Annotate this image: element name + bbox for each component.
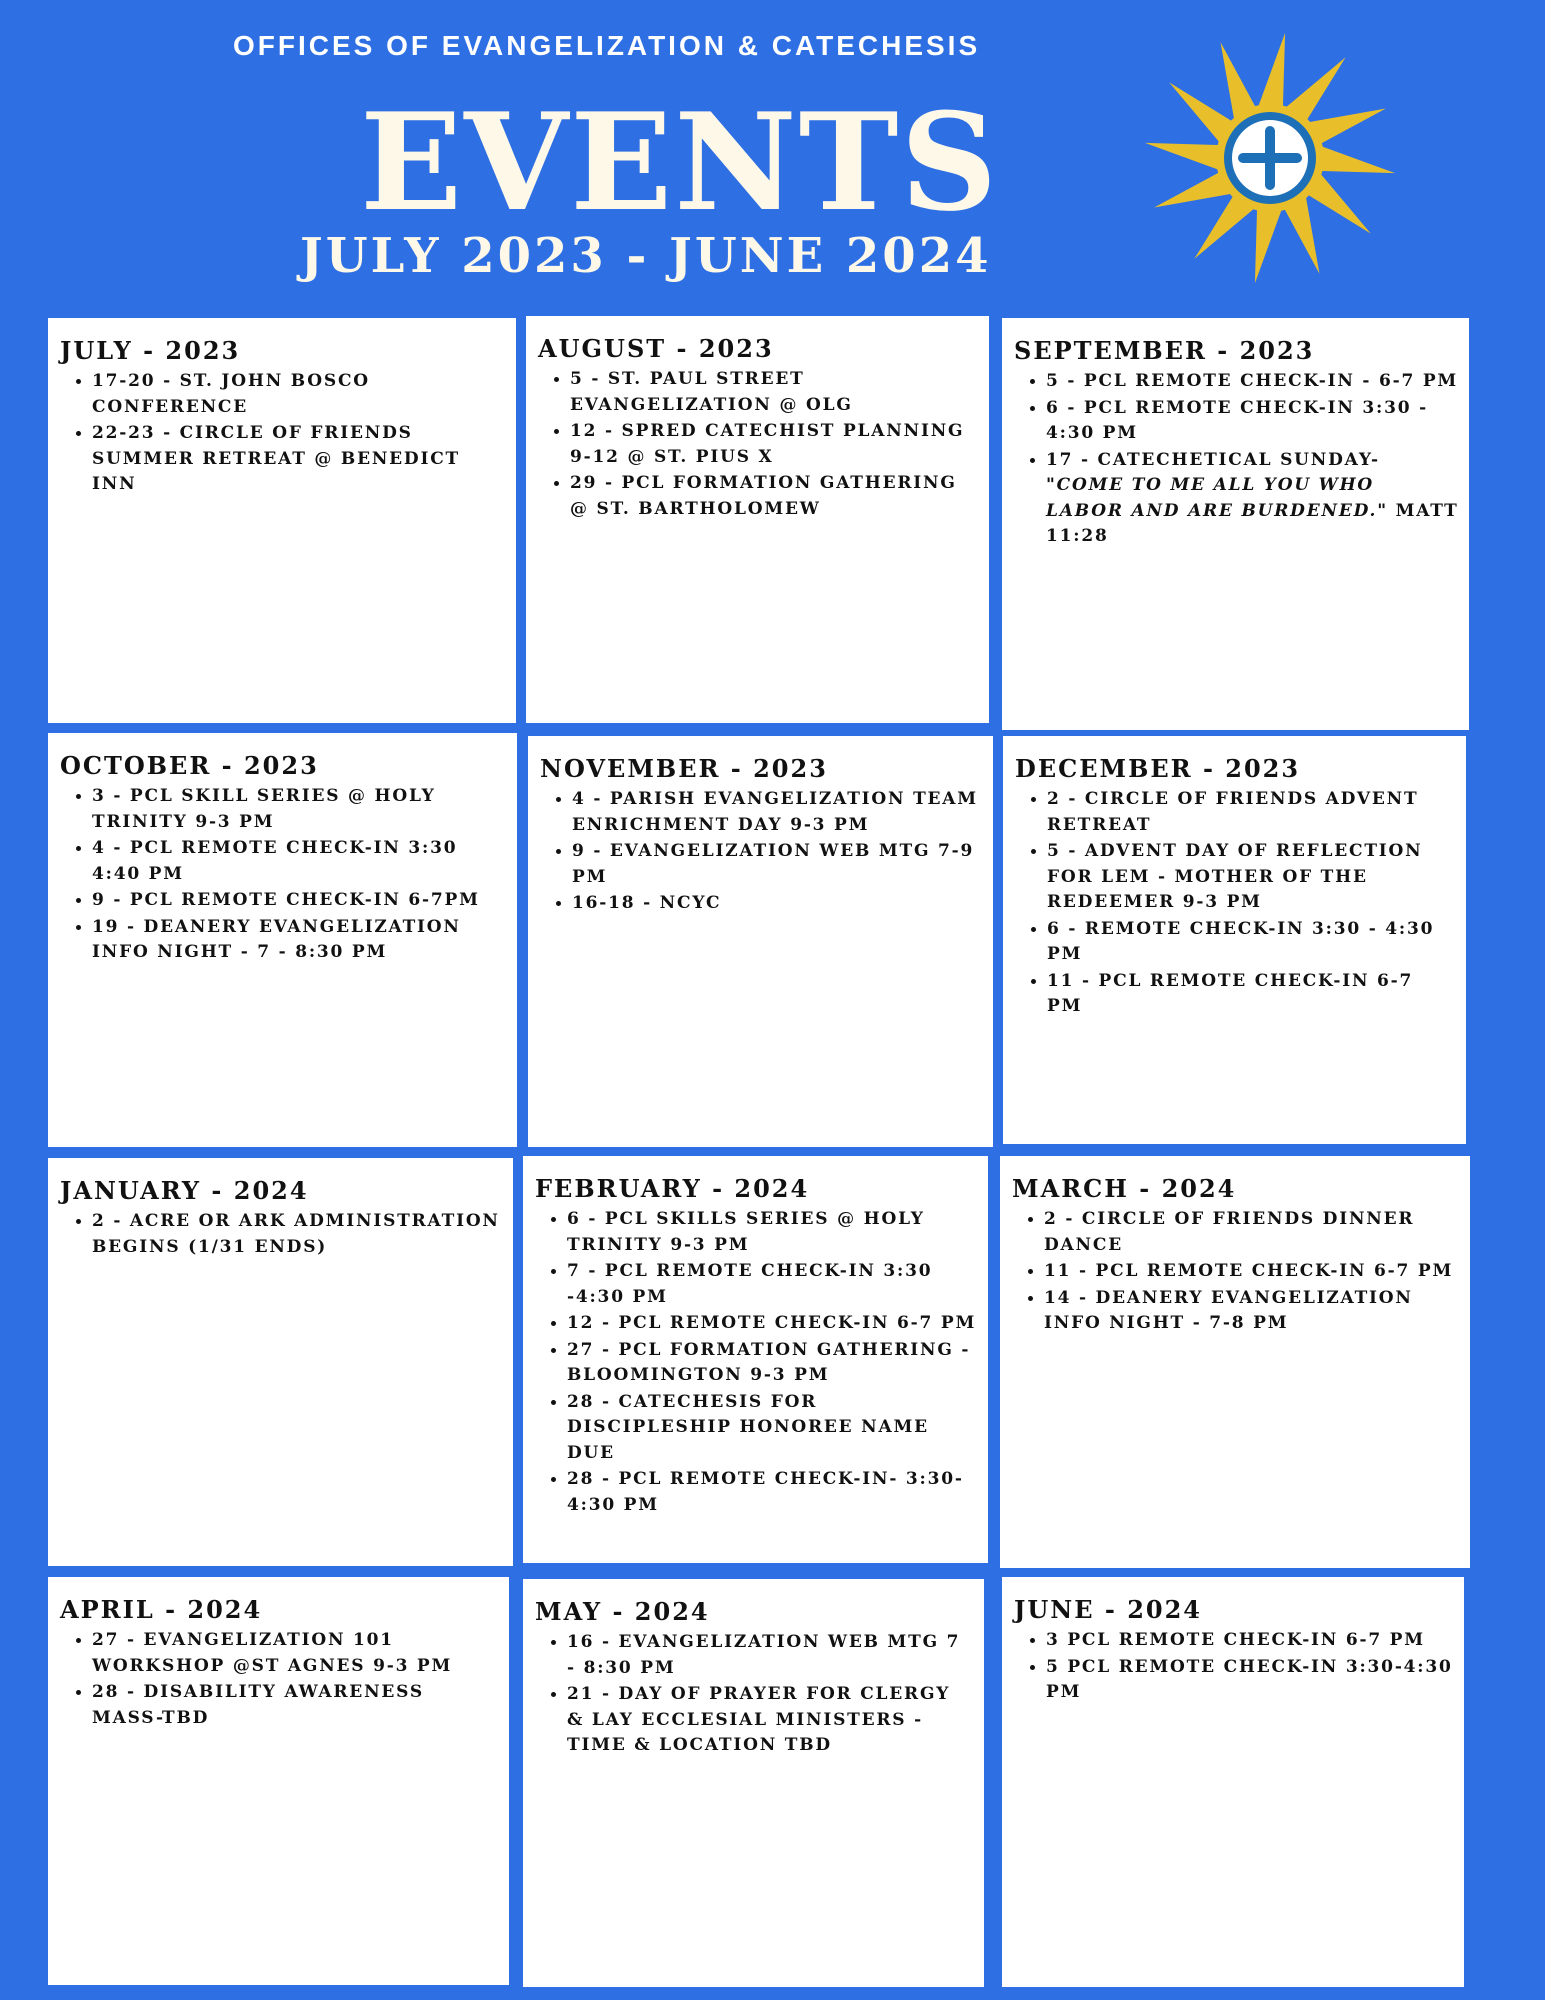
event-item: • 3 PCL REMOTE CHECK-IN 6-7 PM (1046, 1628, 1454, 1654)
event-item: • 5 PCL REMOTE CHECK-IN 3:30-4:30 PM (1046, 1655, 1454, 1706)
month-card-august-2023 (526, 316, 989, 723)
event-item: • 3 - PCL SKILL SERIES @ HOLY TRINITY 9-3 PM (92, 784, 507, 835)
office-heading: OFFICES OF EVANGELIZATION & CATECHESIS (233, 30, 981, 61)
event-item: • 9 - PCL REMOTE CHECK-IN 6-7PM (92, 888, 507, 914)
sun-ray (1257, 33, 1285, 110)
event-item: • 4 - PCL REMOTE CHECK-IN 3:30 4:40 PM (92, 836, 507, 887)
sun-ray (1145, 143, 1222, 171)
event-list (1014, 369, 1459, 550)
event-item: • 4 - PARISH EVANGELIZATION TEAM ENRICHMENT DAY 9-3 PM (572, 787, 983, 838)
event-item: • 6 - REMOTE CHECK-IN 3:30 - 4:30 PM (1047, 917, 1456, 968)
sun-ray (1255, 206, 1283, 283)
event-list (538, 367, 979, 522)
event-item: • 19 - DEANERY EVANGELIZATION INFO NIGHT - 7 - 8:30 PM (92, 915, 507, 966)
event-item: • 14 - DEANERY EVANGELIZATION INFO NIGHT - 7-8 PM (1044, 1286, 1460, 1337)
event-item: • 28 - DISABILITY AWARENESS MASS-TBD (92, 1680, 499, 1731)
event-item: • 16-18 - NCYC (572, 891, 983, 917)
month-heading: MAY - 2024 (535, 1597, 710, 1626)
event-list (535, 1207, 978, 1518)
event-item: • 6 - PCL SKILLS SERIES @ HOLY TRINITY 9-3 PM (567, 1207, 978, 1258)
month-heading: MARCH - 2024 (1012, 1174, 1237, 1203)
event-item: • 27 - EVANGELIZATION 101 WORKSHOP @ST AGNES 9-3 PM (92, 1628, 499, 1679)
event-item: • 5 - ST. PAUL STREET EVANGELIZATION @ OLG (570, 367, 979, 418)
event-item: • 5 - ADVENT DAY OF REFLECTION FOR LEM - MOTHER OF THE REDEEMER 9-3 PM (1047, 839, 1456, 916)
event-list (1015, 787, 1456, 1020)
event-item: • 12 - PCL REMOTE CHECK-IN 6-7 PM (567, 1311, 978, 1337)
event-list (535, 1630, 974, 1759)
event-item: • 2 - CIRCLE OF FRIENDS ADVENT RETREAT (1047, 787, 1456, 838)
scripture-quote: COME TO ME ALL YOU WHO LABOR AND ARE BURDENED. (1046, 475, 1378, 521)
month-card-march-2024 (1000, 1156, 1470, 1568)
month-heading: SEPTEMBER - 2023 (1014, 336, 1315, 365)
sun-ray (1318, 145, 1395, 173)
event-item: • 9 - EVANGELIZATION WEB MTG 7-9 PM (572, 839, 983, 890)
event-item: • 29 - PCL FORMATION GATHERING @ ST. BARTHOLOMEW (570, 471, 979, 522)
event-item: • 16 - EVANGELIZATION WEB MTG 7 - 8:30 PM (567, 1630, 974, 1681)
month-card-may-2024 (523, 1579, 984, 1987)
date-range-subtitle: JULY 2023 - JUNE 2024 (300, 228, 992, 284)
event-list (540, 787, 983, 917)
month-heading: JUNE - 2024 (1014, 1595, 1202, 1624)
month-heading: APRIL - 2024 (60, 1595, 263, 1624)
sunburst-cross-icon (1140, 25, 1400, 287)
event-list (60, 369, 506, 498)
month-card-november-2023 (528, 736, 993, 1147)
event-item: • 6 - PCL REMOTE CHECK-IN 3:30 - 4:30 PM (1046, 396, 1459, 447)
event-item: • 27 - PCL FORMATION GATHERING - BLOOMINGTON 9-3 PM (567, 1338, 978, 1389)
month-card-december-2023 (1003, 736, 1466, 1144)
event-item: • 7 - PCL REMOTE CHECK-IN 3:30 -4:30 PM (567, 1259, 978, 1310)
month-heading: JANUARY - 2024 (60, 1176, 309, 1205)
month-heading: OCTOBER - 2023 (60, 751, 319, 780)
month-heading: DECEMBER - 2023 (1015, 754, 1301, 783)
month-heading: JULY - 2023 (60, 336, 241, 365)
event-item: • 22-23 - CIRCLE OF FRIENDS SUMMER RETREAT @ BENEDICT INN (92, 421, 506, 498)
month-heading: AUGUST - 2023 (538, 334, 774, 363)
event-item: • 28 - PCL REMOTE CHECK-IN- 3:30-4:30 PM (567, 1467, 978, 1518)
event-item: • 2 - CIRCLE OF FRIENDS DINNER DANCE (1044, 1207, 1460, 1258)
event-list (60, 1628, 499, 1731)
event-text: 17 - CATECHETICAL SUNDAY- " (1046, 449, 1380, 495)
month-card-september-2023 (1002, 318, 1469, 730)
event-list (60, 784, 507, 966)
event-list (60, 1209, 503, 1260)
month-card-january-2024 (48, 1158, 513, 1566)
event-item: • 5 - PCL REMOTE CHECK-IN - 6-7 PM (1046, 369, 1459, 395)
event-item-catechetical-sunday (1046, 448, 1459, 550)
event-list (1014, 1628, 1454, 1706)
event-item: • 21 - DAY OF PRAYER FOR CLERGY & LAY ECCLESIAL MINISTERS - TIME & LOCATION TBD (567, 1682, 974, 1759)
month-card-june-2024 (1002, 1577, 1464, 1987)
event-item: • 12 - SPRED CATECHIST PLANNING 9-12 @ ST. PIUS X (570, 419, 979, 470)
event-item: • 2 - ACRE OR ARK ADMINISTRATION BEGINS (1/31 ENDS) (92, 1209, 503, 1260)
month-card-july-2023 (48, 318, 516, 723)
month-heading: NOVEMBER - 2023 (540, 754, 828, 783)
event-item: • 11 - PCL REMOTE CHECK-IN 6-7 PM (1044, 1259, 1460, 1285)
month-card-april-2024 (48, 1577, 509, 1985)
month-heading: FEBRUARY - 2024 (535, 1174, 810, 1203)
month-card-february-2024 (523, 1156, 988, 1563)
scripture-reference: " MATT 11:28 (1046, 500, 1459, 546)
event-item: • 11 - PCL REMOTE CHECK-IN 6-7 PM (1047, 969, 1456, 1020)
month-card-october-2023 (48, 733, 517, 1147)
event-item: • 28 - CATECHESIS FOR DISCIPLESHIP HONOREE NAME DUE (567, 1390, 978, 1467)
event-list (1012, 1207, 1460, 1337)
page-title: EVENTS (360, 83, 1000, 241)
event-item: • 17-20 - ST. JOHN BOSCO CONFERENCE (92, 369, 506, 420)
